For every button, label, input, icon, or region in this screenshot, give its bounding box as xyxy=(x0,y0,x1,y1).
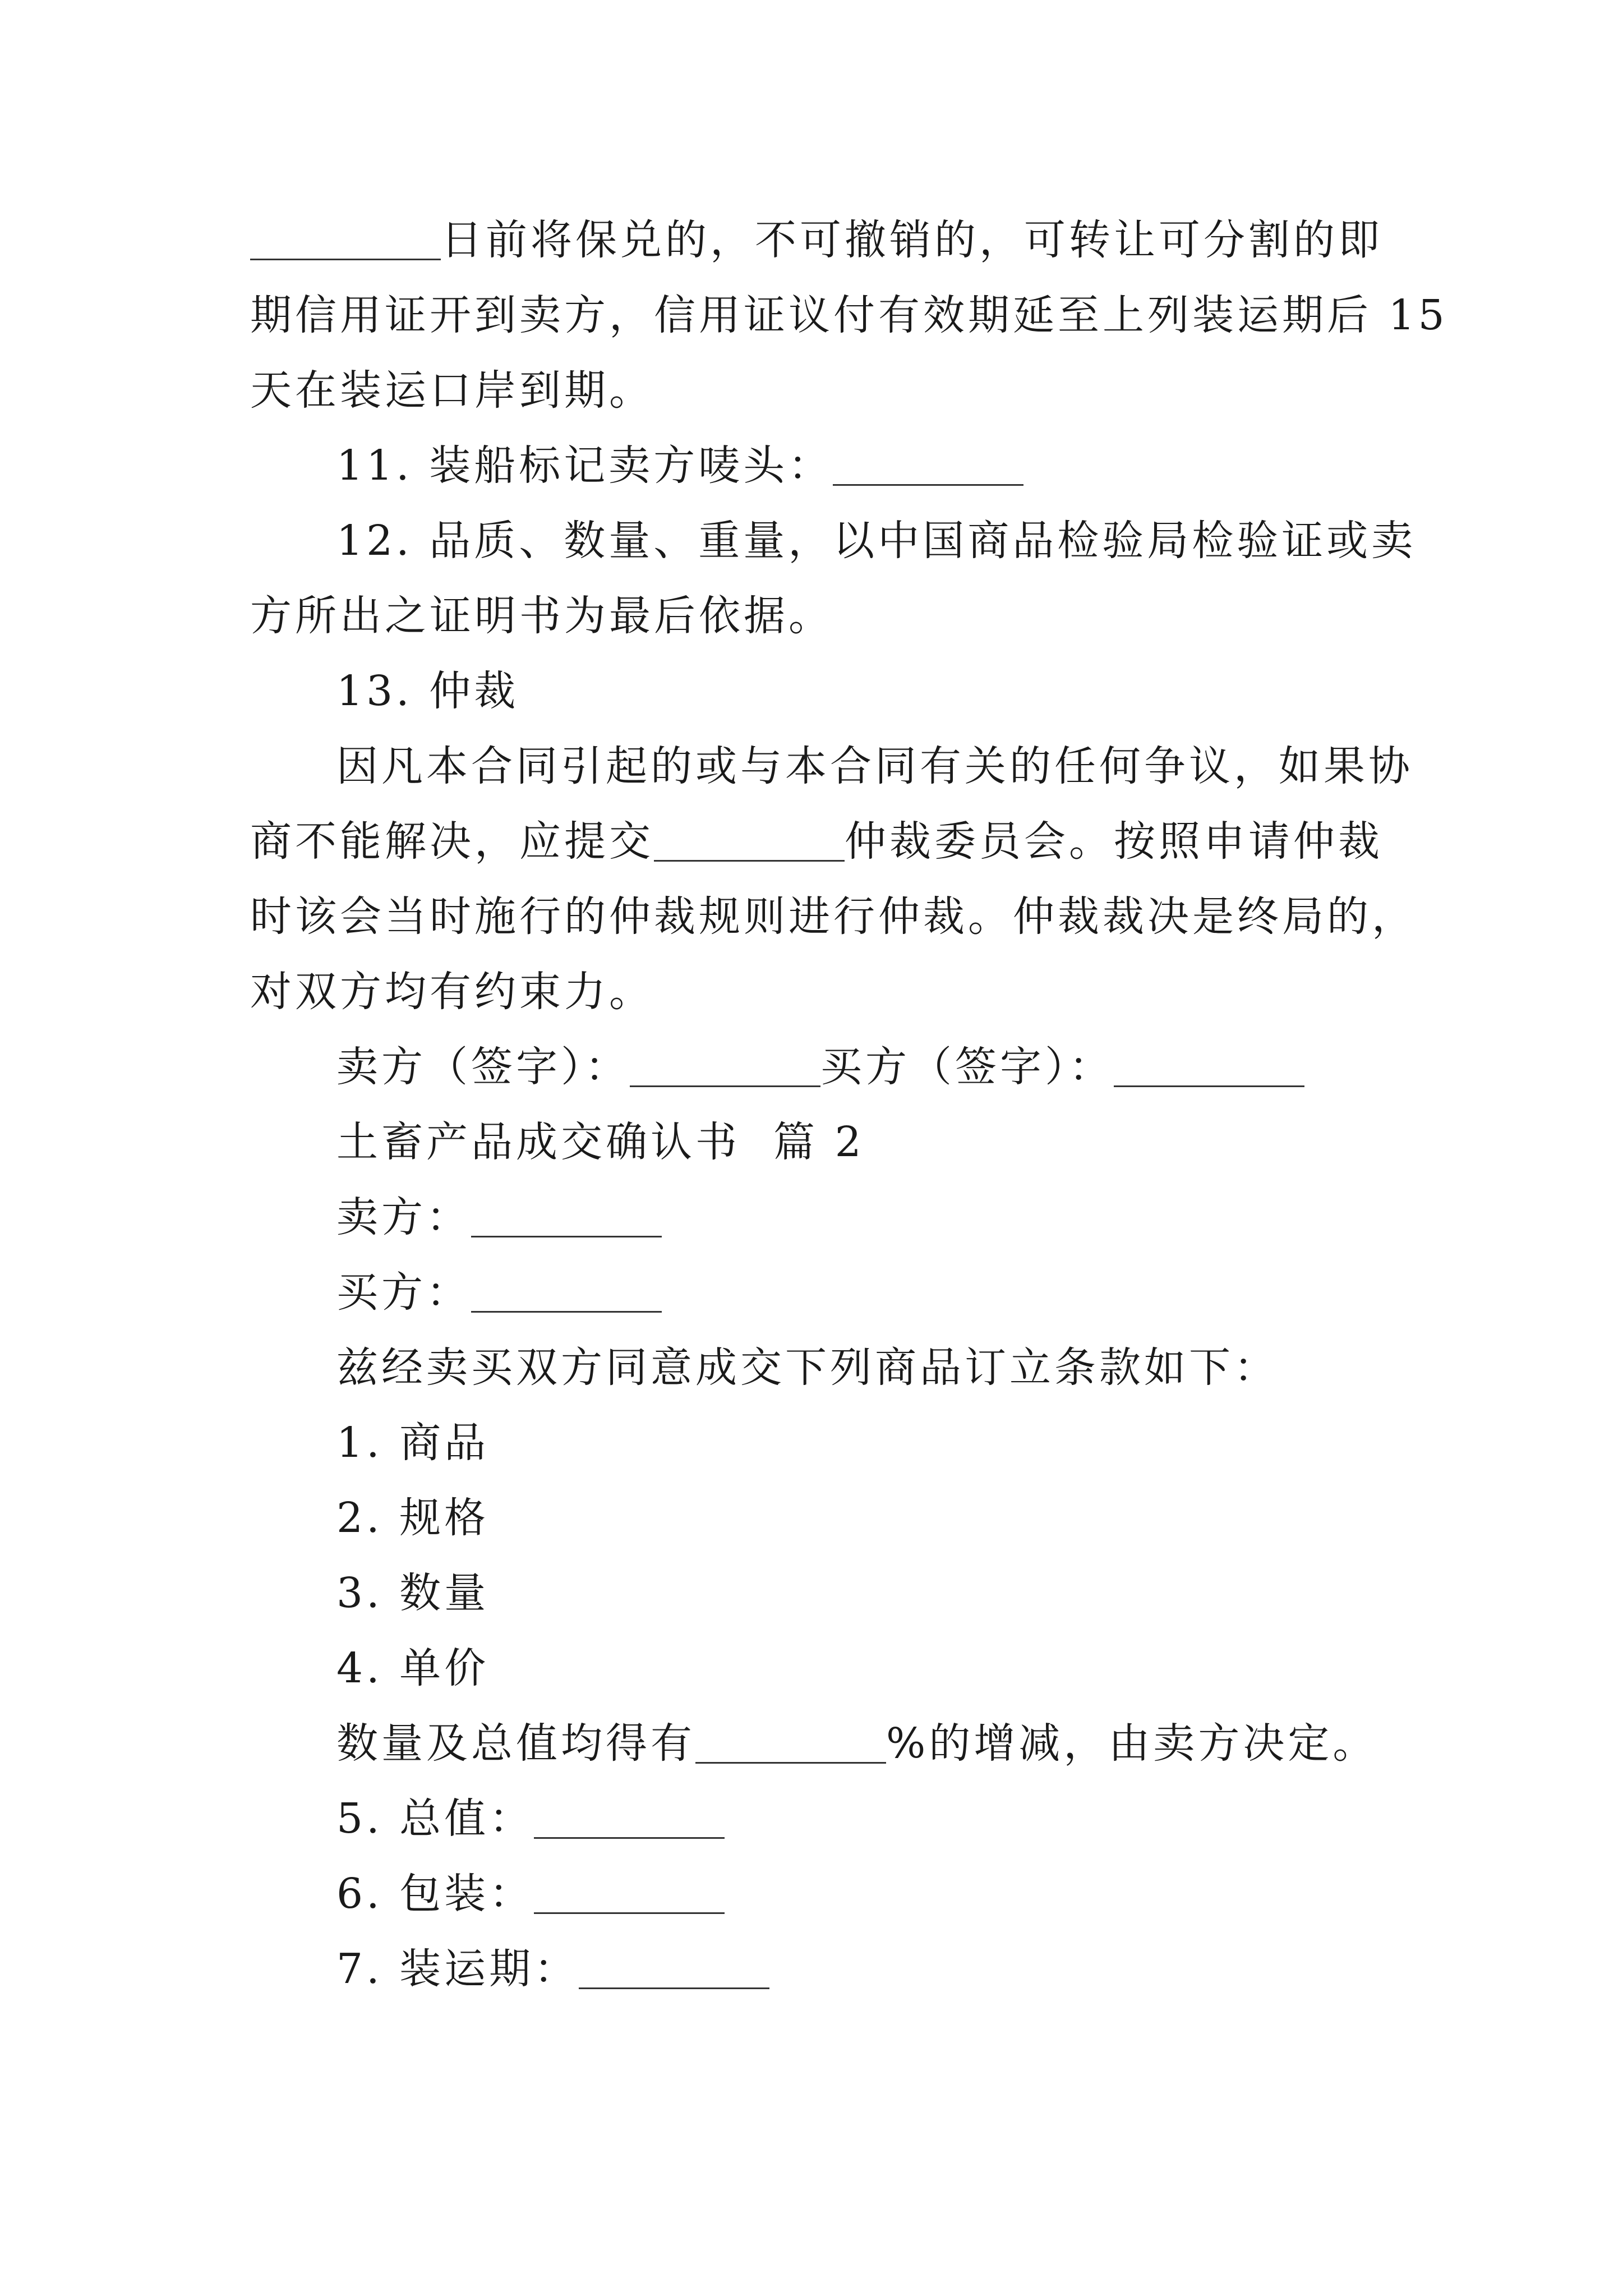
arbitration-text: 商不能解决，应提交 xyxy=(250,817,654,866)
buyer-signature-label: 买方（签字）： xyxy=(820,1043,1114,1091)
blank-line xyxy=(471,1264,662,1320)
total-value-label: 5. 总值： xyxy=(336,1795,534,1843)
seller-label: 卖方： xyxy=(336,1193,471,1241)
blank-line xyxy=(833,438,1023,494)
seller-line xyxy=(336,1189,662,1245)
arbitration-line-2 xyxy=(250,813,1383,869)
blank-line xyxy=(471,1189,662,1245)
buyer-label: 买方： xyxy=(336,1268,471,1317)
blank-line xyxy=(579,1941,769,1997)
paragraph-10-line-1 xyxy=(250,212,1383,268)
signature-line xyxy=(336,1039,1304,1095)
intro-line: 兹经卖买双方同意成交下列商品订立条款如下： xyxy=(336,1343,1279,1392)
total-value-line xyxy=(336,1791,725,1847)
clause-12-line-1: 12. 品质、数量、重量，以中国商品检验局检验证或卖 xyxy=(336,517,1417,565)
arbitration-line-3: 时该会当时施行的仲裁规则进行仲裁。仲裁裁决是终局的， xyxy=(250,892,1417,941)
blank-line xyxy=(1114,1039,1304,1095)
paragraph-10-line-3: 天在装运口岸到期。 xyxy=(250,366,654,415)
tolerance-text: 数量及总值均得有 xyxy=(336,1719,695,1768)
tolerance-line xyxy=(336,1715,1377,1772)
shipment-label: 7. 装运期： xyxy=(336,1945,579,1993)
item-commodity: 1. 商品 xyxy=(336,1419,490,1467)
item-quantity: 3. 数量 xyxy=(336,1569,490,1617)
arbitration-text: 仲裁委员会。按照申请仲裁 xyxy=(845,817,1383,866)
clause-12-line-2: 方所出之证明书为最后依据。 xyxy=(250,592,833,640)
tolerance-text: %的增减，由卖方决定。 xyxy=(886,1719,1378,1768)
blank-line xyxy=(695,1715,886,1772)
shipment-line xyxy=(336,1941,769,1997)
blank-line xyxy=(534,1791,725,1847)
blank-line xyxy=(534,1866,725,1922)
blank-line xyxy=(654,813,845,869)
buyer-line xyxy=(336,1264,662,1320)
seller-signature-label: 卖方（签字）： xyxy=(336,1043,630,1091)
arbitration-line-4: 对双方均有约束力。 xyxy=(250,968,654,1016)
clause-11 xyxy=(336,438,1023,494)
item-unit-price: 4. 单价 xyxy=(336,1644,490,1692)
paragraph-text: 日前将保兑的，不可撤销的，可转让可分割的即 xyxy=(441,216,1383,264)
packing-line xyxy=(336,1866,725,1922)
packing-label: 6. 包装： xyxy=(336,1870,534,1918)
arbitration-line-1: 因凡本合同引起的或与本合同有关的任何争议，如果协 xyxy=(336,742,1413,790)
blank-line xyxy=(250,212,441,268)
paragraph-10-line-2: 期信用证开到卖方，信用证议付有效期延至上列装运期后 15 xyxy=(250,291,1448,339)
blank-line xyxy=(630,1039,820,1095)
clause-text: 11. 装船标记卖方唛头： xyxy=(336,441,833,490)
section-title: 土畜产品成交确认书 篇 2 xyxy=(336,1118,865,1166)
item-specification: 2. 规格 xyxy=(336,1494,490,1542)
clause-13-heading: 13. 仲裁 xyxy=(336,667,519,715)
